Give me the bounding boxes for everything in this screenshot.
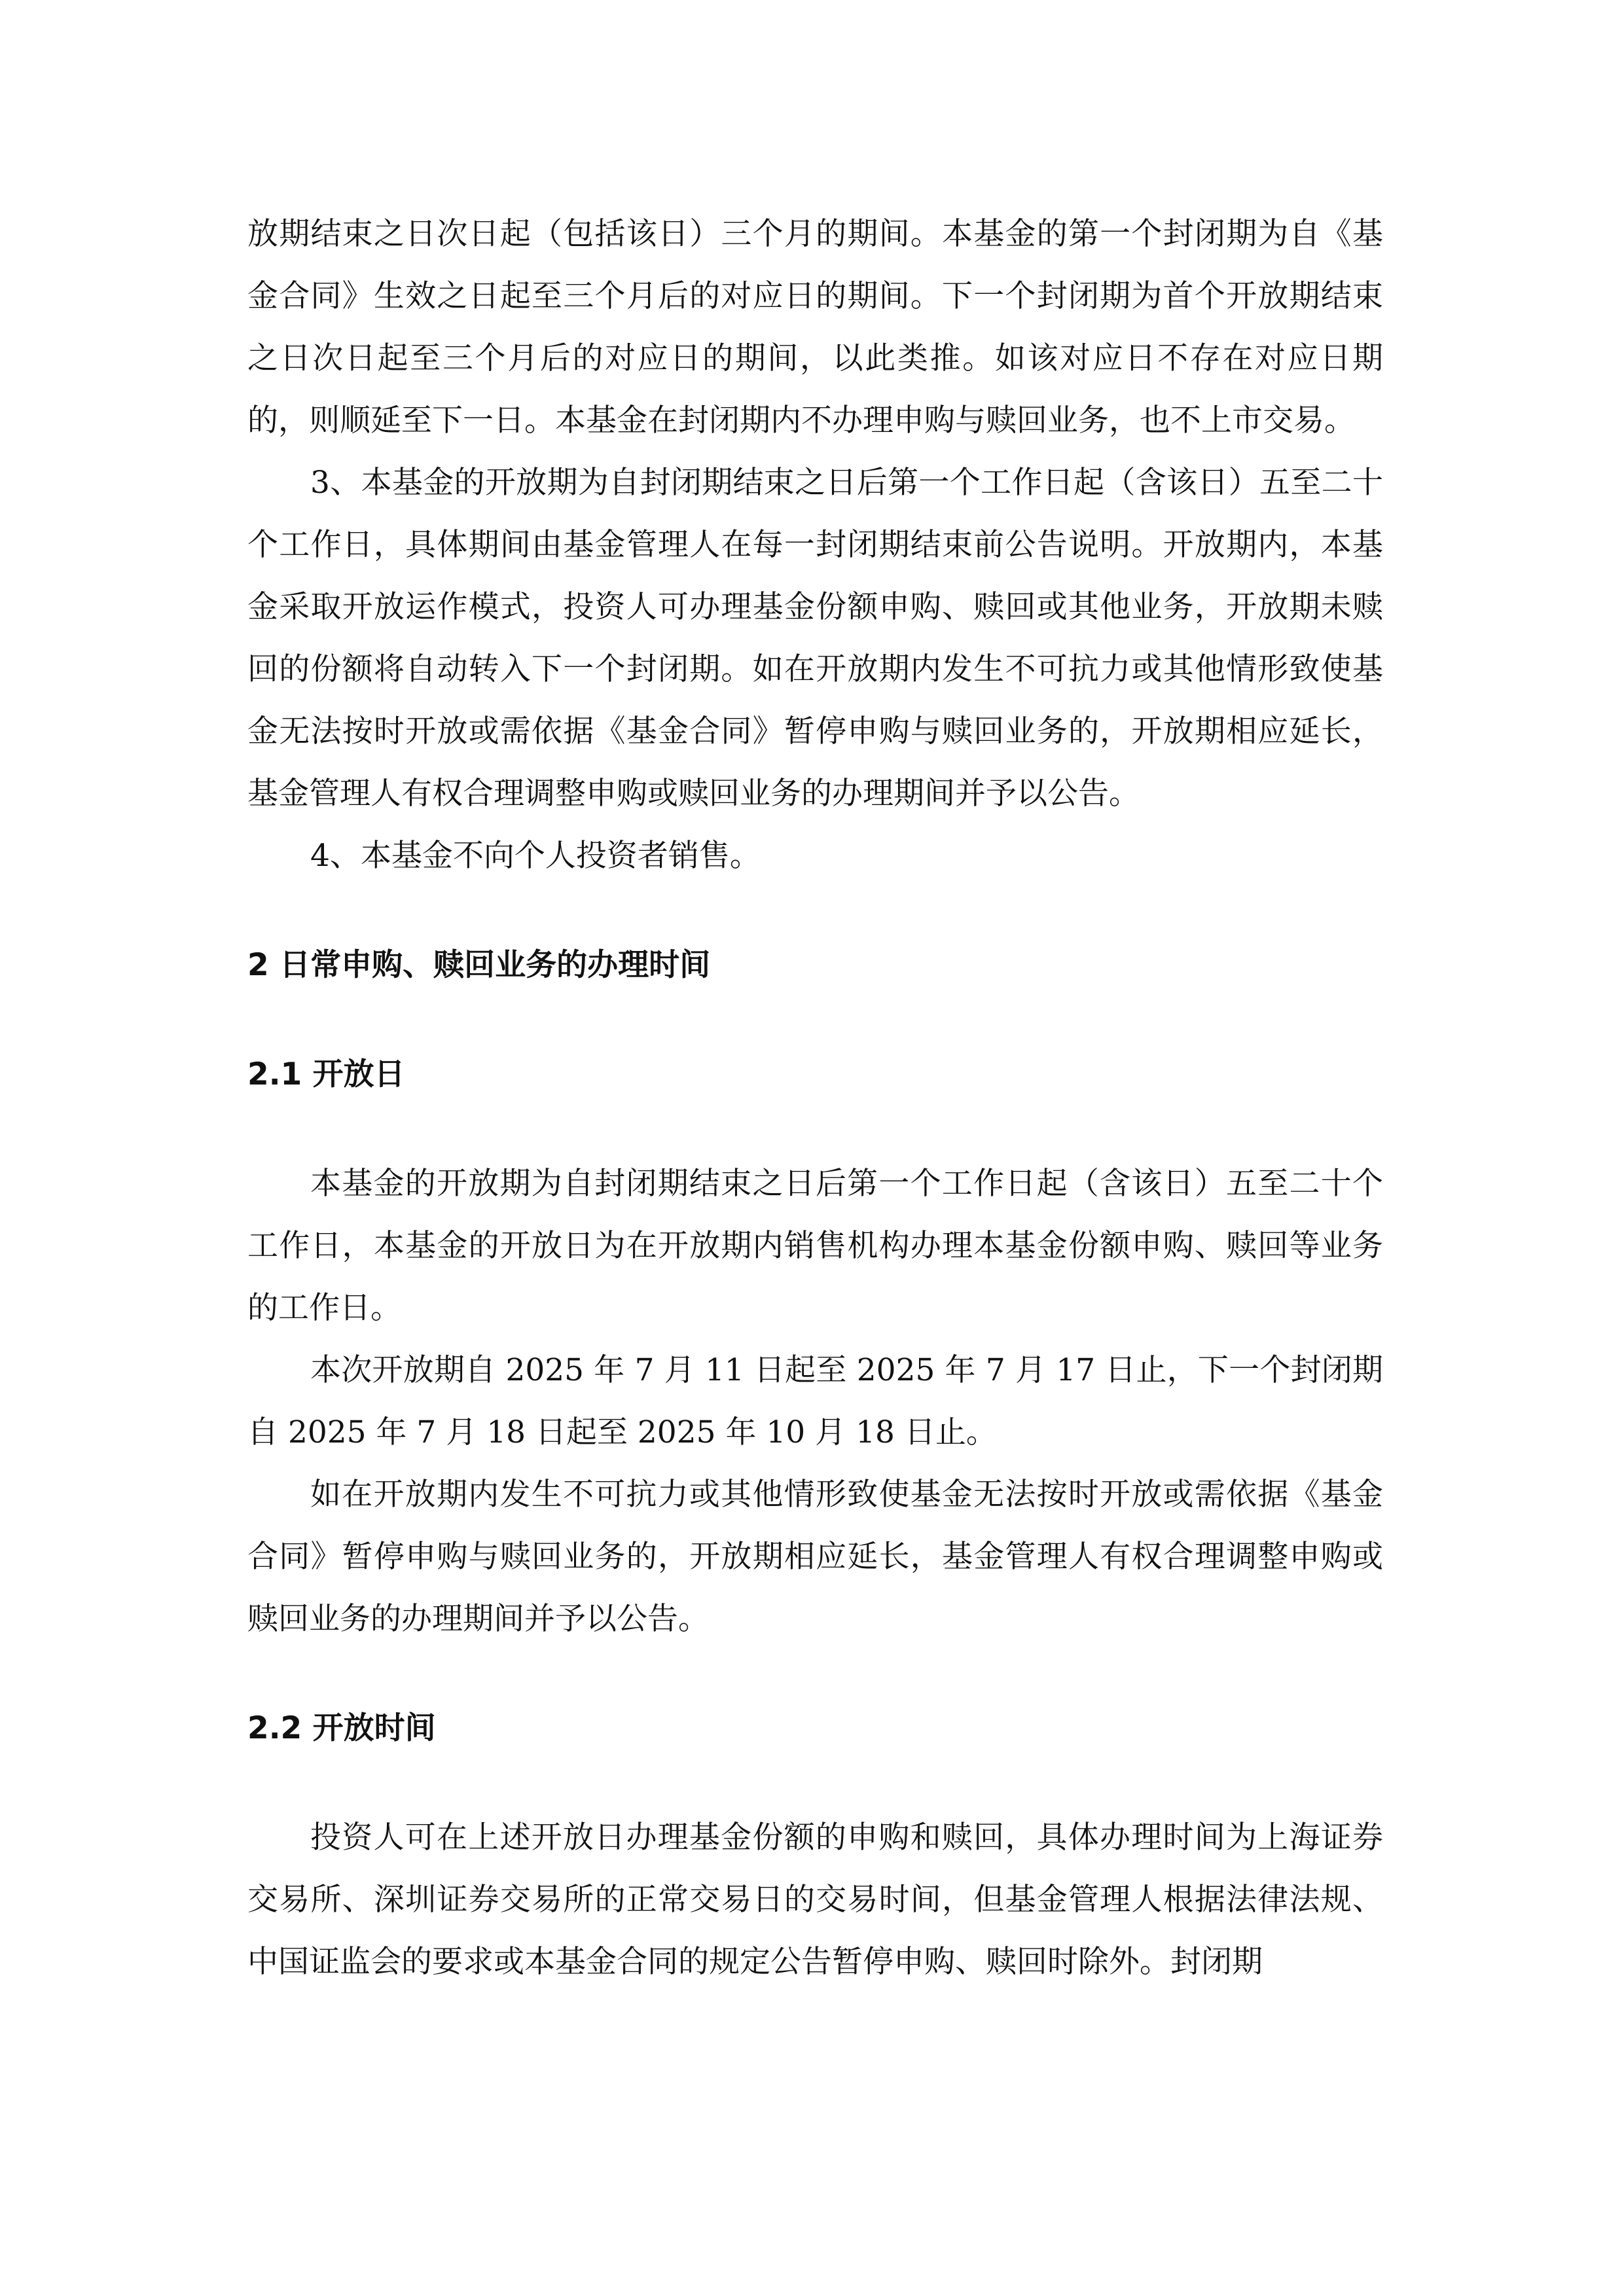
paragraph-current-open-period-dates: 本次开放期自 2025 年 7 月 11 日起至 2025 年 7 月 17 日止，下一个封闭期自 2025 年 7 月 18 日起至 2025 年 10 月 18 日止。 (247, 1352, 1383, 1450)
section-heading-2: 2 日常申购、赎回业务的办理时间 (247, 947, 711, 983)
paragraph-open-time: 投资人可在上述开放日办理基金份额的申购和赎回，具体办理时间为上海证券交易所、深圳证券交易所的正常交易日的交易时间，但基金管理人根据法律法规、中国证监会的要求或本基金合同的规定公告暂停申购、赎回时除外。封闭期 (247, 1820, 1383, 1980)
paragraph-item-3-open-period: 3、本基金的开放期为自封闭期结束之日后第一个工作日起（含该日）五至二十个工作日，具体期间由基金管理人在每一封闭期结束前公告说明。开放期内，本基金采取开放运作模式，投资人可办理基金份额申购、赎回或其他业务，开放期未赎回的份额将自动转入下一个封闭期。如在开放期内发生不可抗力或其他情形致使基金无法按时开放或需依据《基金合同》暂停申购与赎回业务的，开放期相应延长，基金管理人有权合理调整申购或赎回业务的办理期间并予以公告。 (247, 465, 1383, 812)
paragraph-item-4-no-individual-sales: 4、本基金不向个人投资者销售。 (310, 838, 761, 874)
section-heading-2-1: 2.1 开放日 (247, 1056, 405, 1092)
paragraph-closed-period-continued: 放期结束之日次日起（包括该日）三个月的期间。本基金的第一个封闭期为自《基金合同》生效之日起至三个月后的对应日的期间。下一个封闭期为首个开放期结束之日次日起至三个月后的对应日的期间，以此类推。如该对应日不存在对应日期的，则顺延至下一日。本基金在封闭期内不办理申购与赎回业务，也不上市交易。 (247, 216, 1383, 439)
paragraph-force-majeure-extension: 如在开放期内发生不可抗力或其他情形致使基金无法按时开放或需依据《基金合同》暂停申购与赎回业务的，开放期相应延长，基金管理人有权合理调整申购或赎回业务的办理期间并予以公告。 (247, 1477, 1383, 1637)
document-body (247, 203, 1383, 1993)
section-heading-2-2: 2.2 开放时间 (247, 1710, 436, 1746)
paragraph-open-day-definition: 本基金的开放期为自封闭期结束之日后第一个工作日起（含该日）五至二十个工作日，本基金的开放日为在开放期内销售机构办理本基金份额申购、赎回等业务的工作日。 (247, 1166, 1383, 1326)
